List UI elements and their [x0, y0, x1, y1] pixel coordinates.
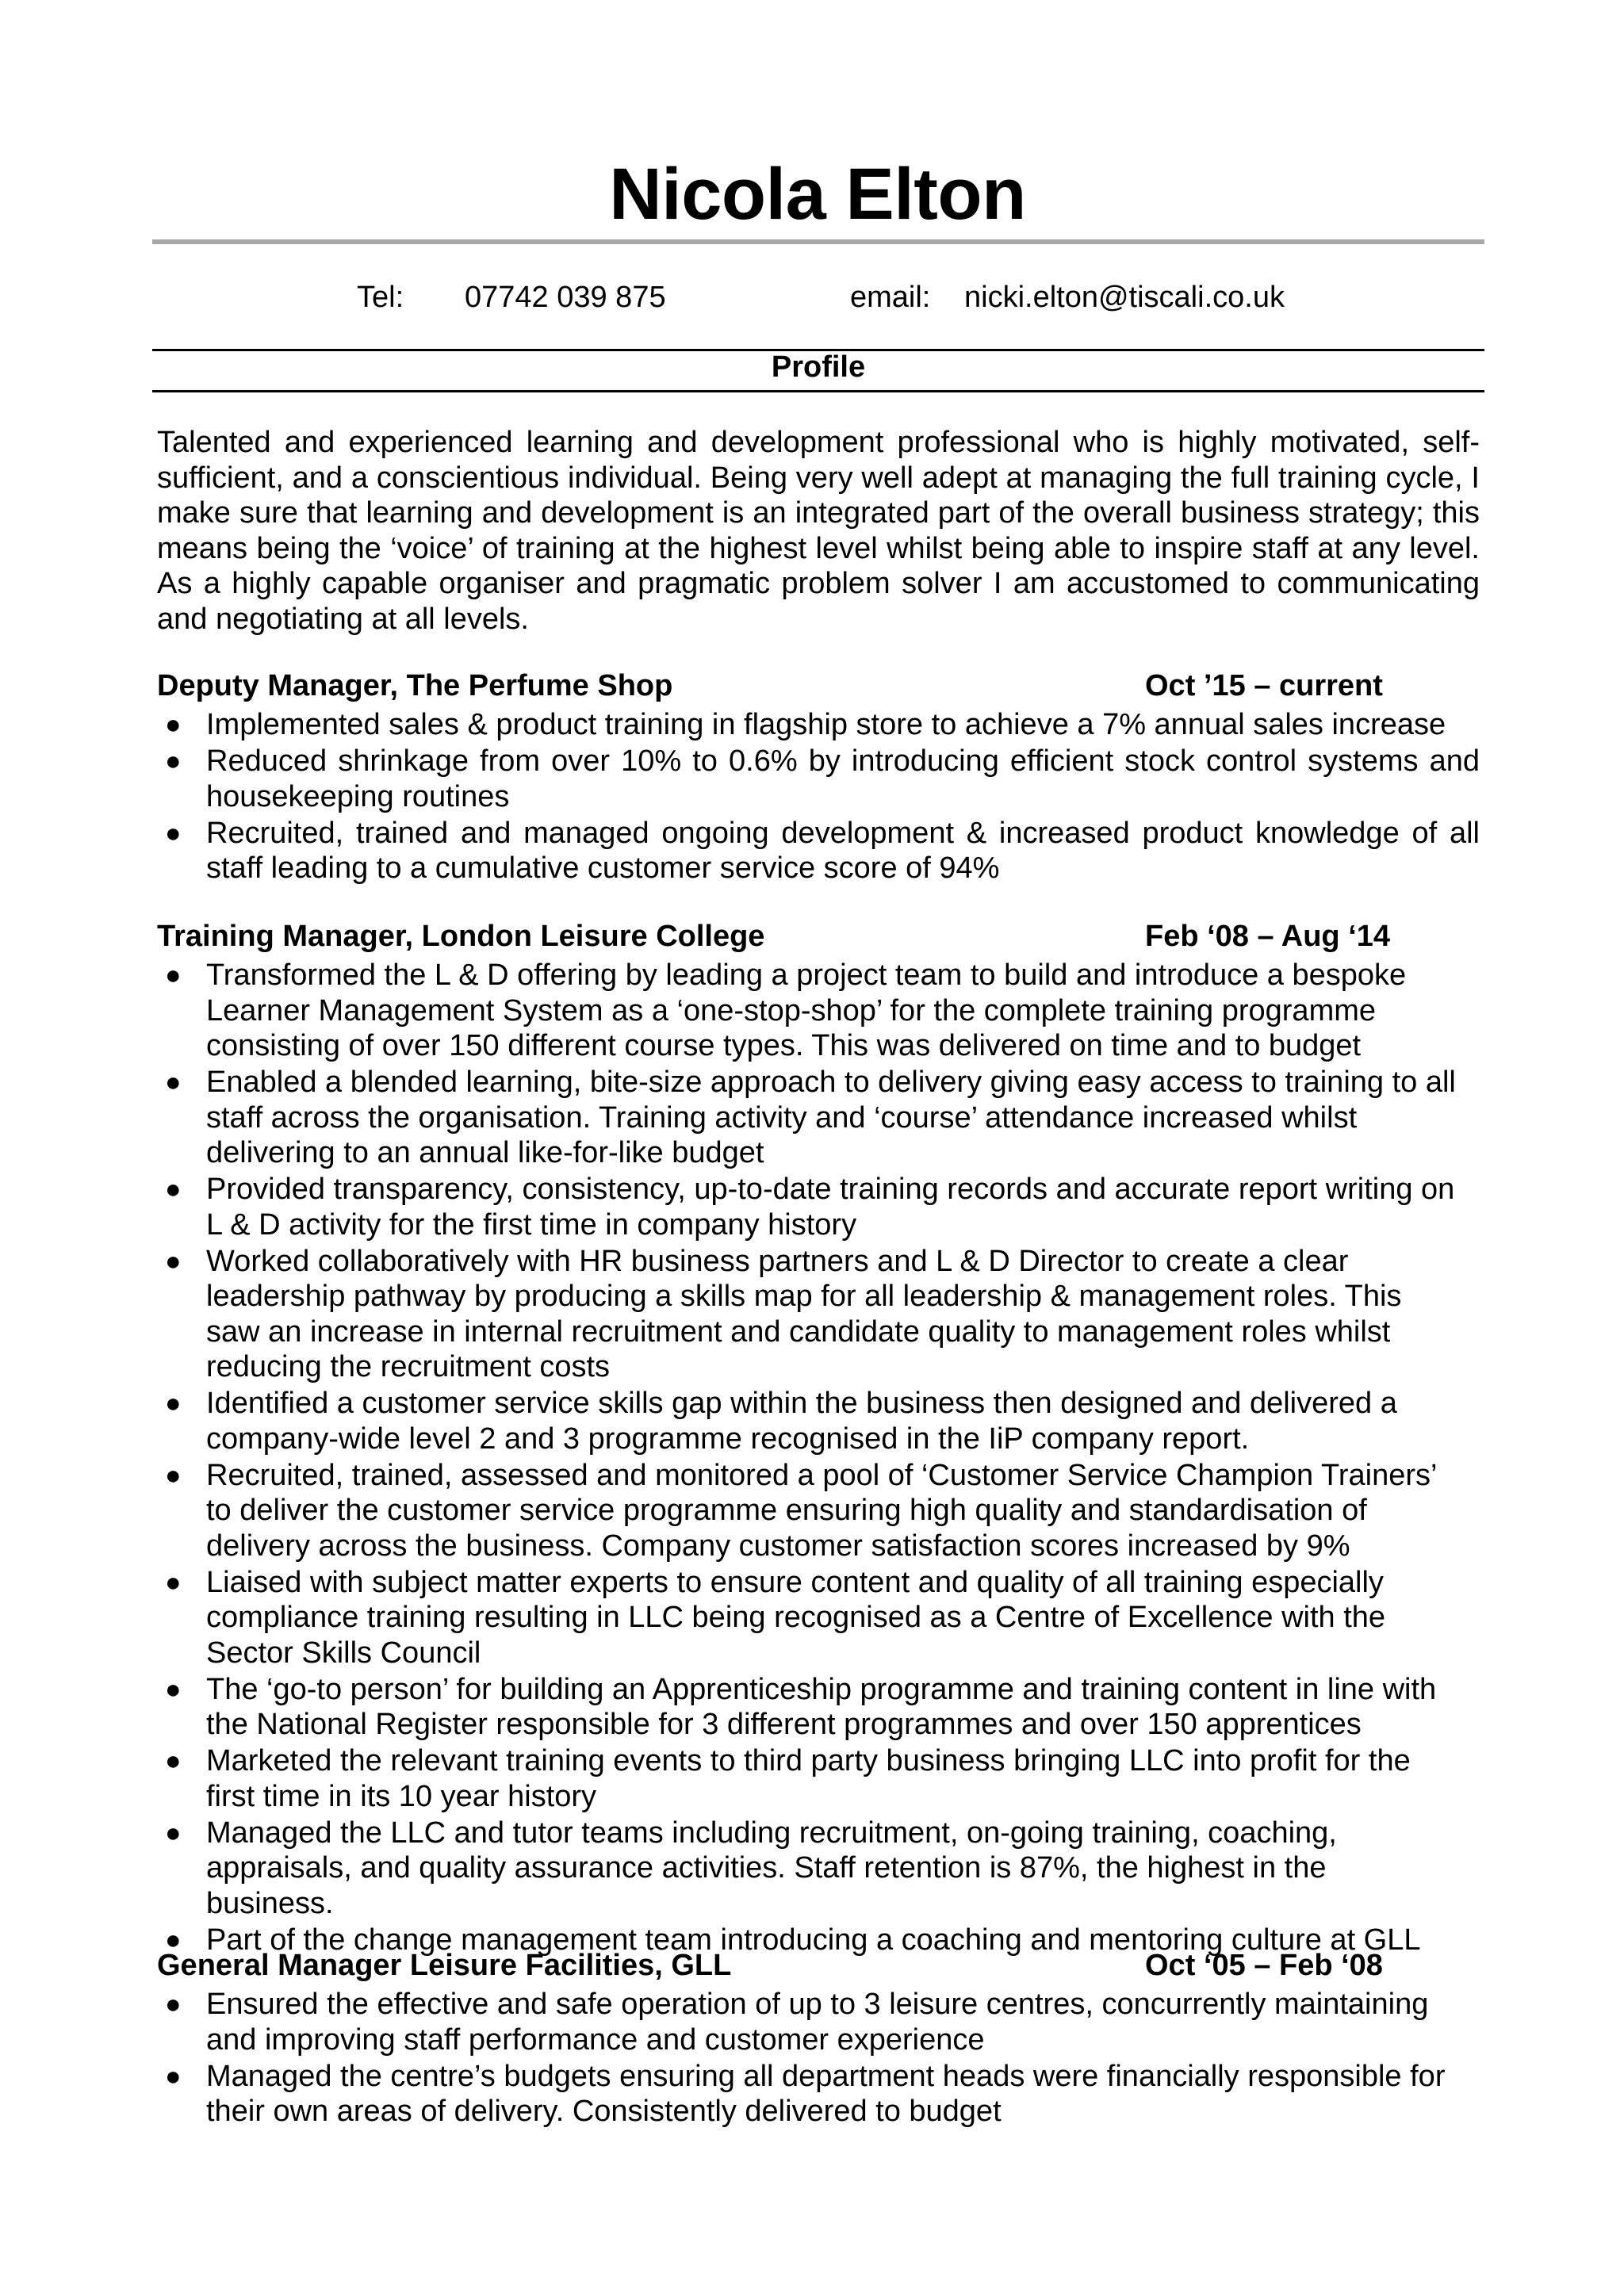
tel-label: Tel:: [357, 281, 404, 314]
candidate-name: Nicola Elton: [609, 154, 1026, 235]
bullet-item: [157, 707, 1480, 743]
bullet-item: [157, 1172, 1456, 1242]
bullet-item: [157, 1244, 1456, 1385]
bullet-dot-icon: ●: [165, 1746, 182, 1776]
bullet-item: [157, 2059, 1456, 2130]
bullet-text: Identified a customer service skills gap within the business then designed and delivered a company-wide level 2 and 3 programme recognised in the IiP company report.: [206, 1387, 1397, 1456]
bullet-item: [157, 958, 1456, 1064]
bullet-text: Managed the centre’s budgets ensuring all department heads were financially responsible for their own areas of delivery. Consistently delivered to budget: [206, 2059, 1446, 2128]
bullet-dot-icon: ●: [165, 1674, 182, 1705]
bullet-dot-icon: ●: [165, 1817, 182, 1848]
bullet-dot-icon: ●: [165, 1067, 182, 1097]
job-header: [157, 918, 1480, 955]
profile-summary: Talented and experienced learning and development professional who is highly motivated, self-sufficient, and a conscientious individual. Being very well adept at managing the full training cycle, I make sure that learning and development is an integrated part of the overall business strategy; this means being the ‘voice’ of training at the highest level whilst being able to inspire staff at any level. As a highly capable organiser and pragmatic problem solver I am accustomed to communicating and negotiating at all levels.: [157, 426, 1480, 636]
email-value: nicki.elton@tiscali.co.uk: [964, 281, 1285, 314]
bullet-item: [157, 1743, 1456, 1814]
bullet-text: Ensured the effective and safe operation of up to 3 leisure centres, concurrently maintaining and improving staff performance and customer experience: [206, 1988, 1429, 2057]
bullet-dot-icon: ●: [165, 1460, 182, 1490]
job-header: [157, 1947, 1480, 1984]
job-header: [157, 668, 1480, 704]
job-entry: [157, 668, 1480, 887]
bullet-dot-icon: ●: [165, 1989, 182, 2019]
bullet-text: Recruited, trained and managed ongoing development & increased product knowledge of all staff leading to a cumulative customer service score of 94%: [206, 816, 1480, 885]
bullet-dot-icon: ●: [165, 746, 182, 776]
job-title: Training Manager, London Leisure College: [157, 920, 765, 953]
bullet-text: Liaised with subject matter experts to ensure content and quality of all training especially compliance training resulting in LLC being recognised as a Centre of Excellence with the Sector Skills Council: [206, 1565, 1386, 1670]
bullet-item: [157, 1386, 1456, 1456]
bullet-item: [157, 1565, 1456, 1671]
job-dates: Oct ‘05 – Feb ‘08: [1145, 1949, 1383, 1982]
bullet-dot-icon: ●: [165, 817, 182, 848]
bullet-text: Managed the LLC and tutor teams including recruitment, on-going training, coaching, appraisals, and quality assurance activities. Staff retention is 87%, the highest in the business.: [206, 1816, 1337, 1920]
profile-bottom-rule: [152, 390, 1484, 392]
bullet-item: [157, 1458, 1456, 1564]
bullet-dot-icon: ●: [165, 1924, 182, 1955]
job-title: General Manager Leisure Facilities, GLL: [157, 1949, 732, 1982]
bullet-dot-icon: ●: [165, 1174, 182, 1204]
job-bullets: [157, 1987, 1480, 2130]
bullet-item: [157, 1987, 1456, 2057]
bullet-text: Recruited, trained, assessed and monitored a pool of ‘Customer Service Champion Trainers’ to deliver the customer service programme ensuring high quality and standardisation of delivery across the business. Company customer satisfaction scores increased by 9%: [206, 1458, 1437, 1563]
job-dates: Feb ‘08 – Aug ‘14: [1145, 920, 1391, 953]
job-dates: Oct ’15 – current: [1145, 669, 1383, 702]
bullet-item: [157, 744, 1480, 814]
bullet-item: [157, 816, 1480, 886]
email-label: email:: [850, 281, 931, 314]
bullet-item: [157, 1065, 1456, 1171]
profile-heading: Profile: [771, 350, 866, 384]
job-entry: [157, 1947, 1480, 2130]
bullet-item: [157, 1672, 1456, 1743]
job-entry: [157, 918, 1480, 1959]
bullet-dot-icon: ●: [165, 1567, 182, 1598]
job-title: Deputy Manager, The Perfume Shop: [157, 669, 673, 702]
bullet-dot-icon: ●: [165, 960, 182, 990]
bullet-text: Provided transparency, consistency, up-to-date training records and accurate report writing on L & D activity for the first time in company history: [206, 1173, 1455, 1242]
bullet-text: Reduced shrinkage from over 10% to 0.6% by introducing efficient stock control systems and housekeeping routines: [206, 744, 1480, 813]
bullet-text: Worked collaboratively with HR business partners and L & D Director to create a clear leadership pathway by producing a skills map for all leadership & management roles. This saw an increase in internal recruitment and candidate quality to management roles whilst reducing the recruitment costs: [206, 1244, 1402, 1383]
name-divider: [152, 239, 1484, 244]
tel-value: 07742 039 875: [465, 281, 666, 314]
job-bullets: [157, 958, 1480, 1957]
bullet-text: Enabled a blended learning, bite-size approach to delivery giving easy access to training to all staff across the organisation. Training activity and ‘course’ attendance increased whilst delivering to an annual like-for-like budget: [206, 1066, 1456, 1169]
bullet-text: Implemented sales & product training in flagship store to achieve a 7% annual sales increase: [206, 708, 1446, 741]
bullet-dot-icon: ●: [165, 1246, 182, 1276]
bullet-dot-icon: ●: [165, 710, 182, 740]
job-bullets: [157, 707, 1480, 886]
bullet-text: The ‘go-to person’ for building an Apprenticeship programme and training content in line with the National Register responsible for 3 different programmes and over 150 apprentices: [206, 1672, 1437, 1741]
bullet-item: [157, 1816, 1456, 1922]
bullet-text: Transformed the L & D offering by leading a project team to build and introduce a bespoke Learner Management System as a ‘one-stop-shop’ for the complete training programme consisting of over 150 different course types. This was delivered on time and to budget: [206, 959, 1407, 1062]
bullet-dot-icon: ●: [165, 1388, 182, 1418]
bullet-text: Part of the change management team introducing a coaching and mentoring culture at GLL: [206, 1923, 1421, 1957]
bullet-dot-icon: ●: [165, 2061, 182, 2091]
bullet-text: Marketed the relevant training events to third party business bringing LLC into profit for the first time in its 10 year history: [206, 1744, 1411, 1813]
